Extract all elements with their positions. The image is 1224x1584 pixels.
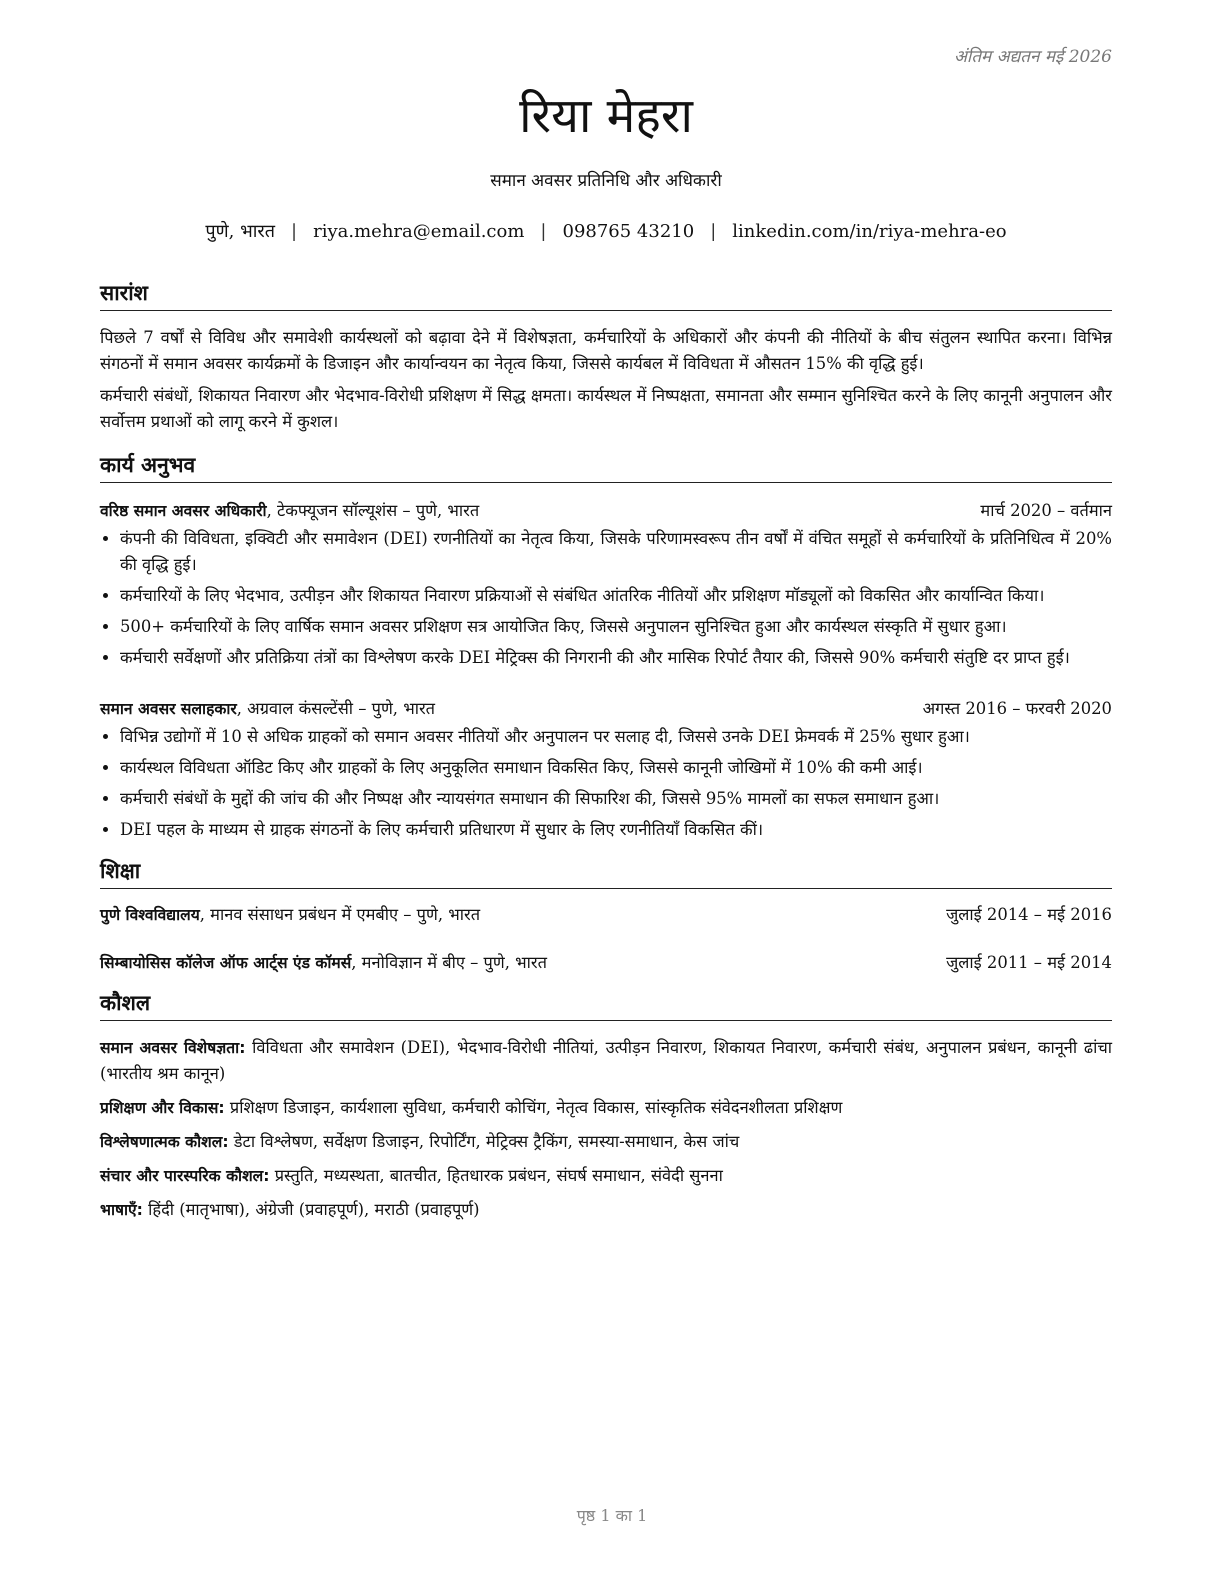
job-org: , टेकफ्यूजन सॉल्यूशंस – पुणे, भारत [266, 501, 480, 520]
skill-value: प्रशिक्षण डिजाइन, कार्यशाला सुविधा, कर्मचारी कोचिंग, नेतृत्व विकास, सांस्कृतिक संवेदनशीलता प्रशिक्षण [224, 1098, 843, 1117]
education-entry [100, 903, 1112, 927]
job-dates: मार्च 2020 – वर्तमान [980, 501, 1112, 520]
job-bullet: • 500+ कर्मचारियों के लिए वार्षिक समान अवसर प्रशिक्षण सत्र आयोजित किए, जिससे अनुपालन सुनिश्चित हुआ और कार्यस्थल संस्कृति में सुधार हुआ। [120, 614, 1112, 640]
summary-paragraph: कर्मचारी संबंधों, शिकायत निवारण और भेदभाव-विरोधी प्रशिक्षण में सिद्ध क्षमता। कार्यस्थल में निष्पक्षता, समानता और सम्मान सुनिश्चित करने के लिए कानूनी अनुपालन और सर्वोत्तम प्रथाओं को लागू करने में कुशल। [100, 386, 1112, 431]
section-heading-education: शिक्षा [100, 857, 1112, 889]
contact-separator: | [540, 221, 547, 242]
skills-section [100, 989, 1112, 1223]
experience-section [100, 451, 1112, 843]
education-section [100, 857, 1112, 975]
job-bullet: • कंपनी की विविधता, इक्विटी और समावेशन (DEI) रणनीतियों का नेतृत्व किया, जिसके परिणामस्वरूप तीन वर्षों में वंचित समूहों से कर्मचारियों के प्रतिनिधित्व में 20% की वृद्धि हुई। [120, 526, 1112, 578]
job-bullet: • कर्मचारियों के लिए भेदभाव, उत्पीड़न और शिकायत निवारण प्रक्रियाओं से संबंधित आंतरिक नीतियों और प्रशिक्षण मॉड्यूलों को विकसित और कार्यान्वित किया। [120, 583, 1112, 609]
skill-label: प्रशिक्षण और विकास: [100, 1099, 225, 1117]
candidate-title: समान अवसर प्रतिनिधि और अधिकारी [490, 171, 722, 191]
degree-detail: , मनोविज्ञान में बीए – पुणे, भारत [351, 953, 547, 972]
job-entry [100, 697, 1112, 843]
summary-section [100, 279, 1112, 435]
section-heading-summary: सारांश [100, 279, 1112, 311]
contact-separator: | [710, 221, 717, 242]
contact-email[interactable]: riya.mehra@email.com [313, 221, 525, 242]
skill-line [100, 1197, 1112, 1223]
school-name: सिम्बायोसिस कॉलेज ऑफ आर्ट्स एंड कॉमर्स [100, 954, 352, 972]
job-dates: अगस्त 2016 – फरवरी 2020 [922, 699, 1112, 718]
education-entry [100, 951, 1112, 975]
contact-phone: 098765 43210 [562, 221, 695, 242]
skill-value: हिंदी (मातृभाषा), अंग्रेजी (प्रवाहपूर्ण), मराठी (प्रवाहपूर्ण) [142, 1200, 480, 1219]
school-name: पुणे विश्वविद्यालय [100, 906, 200, 924]
summary-paragraph: पिछले 7 वर्षों से विविध और समावेशी कार्यस्थलों को बढ़ावा देने में विशेषज्ञता, कर्मचारियों के अधिकारों और कंपनी की नीतियों के बीच संतुलन स्थापित करना। विभिन्न संगठनों में समान अवसर कार्यक्रमों के डिजाइन और कार्यान्वयन का नेतृत्व किया, जिससे कार्यबल में विविधता में औसतन 15% की वृद्धि हुई। [100, 328, 1112, 373]
skill-line [100, 1035, 1112, 1087]
job-entry [100, 499, 1112, 671]
education-dates: जुलाई 2014 – मई 2016 [946, 905, 1112, 924]
job-bullet: • कार्यस्थल विविधता ऑडिट किए और ग्राहकों के लिए अनुकूलित समाधान विकसित किए, जिससे कानूनी जोखिमों में 10% की कमी आई। [120, 755, 1112, 781]
skill-label: समान अवसर विशेषज्ञता: [100, 1039, 246, 1057]
skill-label: विश्लेषणात्मक कौशल: [100, 1133, 229, 1151]
skill-value: डेटा विश्लेषण, सर्वेक्षण डिजाइन, रिपोर्टिंग, मेट्रिक्स ट्रैकिंग, समस्या-समाधान, केस जांच [228, 1132, 740, 1151]
section-heading-experience: कार्य अनुभव [100, 451, 1112, 483]
job-bullets [100, 724, 1112, 843]
job-org: , अग्रवाल कंसल्टेंसी – पुणे, भारत [236, 699, 436, 718]
job-bullet: • कर्मचारी सर्वेक्षणों और प्रतिक्रिया तंत्रों का विश्लेषण करके DEI मेट्रिक्स की निगरानी की और मासिक रिपोर्ट तैयार की, जिससे 90% कर्मचारी संतुष्टि दर प्राप्त हुई। [120, 645, 1112, 671]
job-header [100, 697, 1112, 721]
section-heading-skills: कौशल [100, 989, 1112, 1021]
skill-line [100, 1095, 1112, 1121]
skill-line [100, 1163, 1112, 1189]
job-bullet: • विभिन्न उद्योगों में 10 से अधिक ग्राहकों को समान अवसर नीतियों और अनुपालन पर सलाह दी, जिससे उनके DEI फ्रेमवर्क में 25% सुधार हुआ। [120, 724, 1112, 750]
contact-linkedin[interactable]: linkedin.com/in/riya-mehra-eo [732, 221, 1007, 242]
job-role: समान अवसर सलाहकार [100, 700, 237, 718]
candidate-name: रिया मेहरा [519, 88, 693, 144]
job-bullets [100, 526, 1112, 671]
job-bullet: • DEI पहल के माध्यम से ग्राहक संगठनों के लिए कर्मचारी प्रतिधारण में सुधार के लिए रणनीतियाँ विकसित कीं। [120, 817, 1112, 843]
skill-line [100, 1129, 1112, 1155]
contact-separator: | [291, 221, 298, 242]
skill-value: प्रस्तुति, मध्यस्थता, बातचीत, हितधारक प्रबंधन, संघर्ष समाधान, संवेदी सुनना [269, 1166, 723, 1185]
skill-label: संचार और पारस्परिक कौशल: [100, 1167, 270, 1185]
contact-location: पुणे, भारत [205, 221, 276, 242]
last-updated: अंतिम अद्यतन मई 2026 [953, 47, 1112, 67]
job-role: वरिष्ठ समान अवसर अधिकारी [100, 502, 267, 520]
degree-detail: , मानव संसाधन प्रबंधन में एमबीए – पुणे, भारत [199, 905, 481, 924]
skill-label: भाषाएँ: [100, 1201, 143, 1219]
contact-line [100, 219, 1112, 243]
education-dates: जुलाई 2011 – मई 2014 [946, 953, 1112, 972]
job-header [100, 499, 1112, 523]
job-bullet: • कर्मचारी संबंधों के मुद्दों की जांच की और निष्पक्ष और न्यायसंगत समाधान की सिफारिश की, जिससे 95% मामलों का सफल समाधान हुआ। [120, 786, 1112, 812]
page-number: पृष्ठ 1 का 1 [576, 1506, 648, 1525]
skill-value: विविधता और समावेशन (DEI), भेदभाव-विरोधी नीतियां, उत्पीड़न निवारण, शिकायत निवारण, कर्मचारी संबंध, अनुपालन प्रबंधन, कानूनी ढांचा (भारतीय श्रम कानून) [100, 1038, 1112, 1083]
